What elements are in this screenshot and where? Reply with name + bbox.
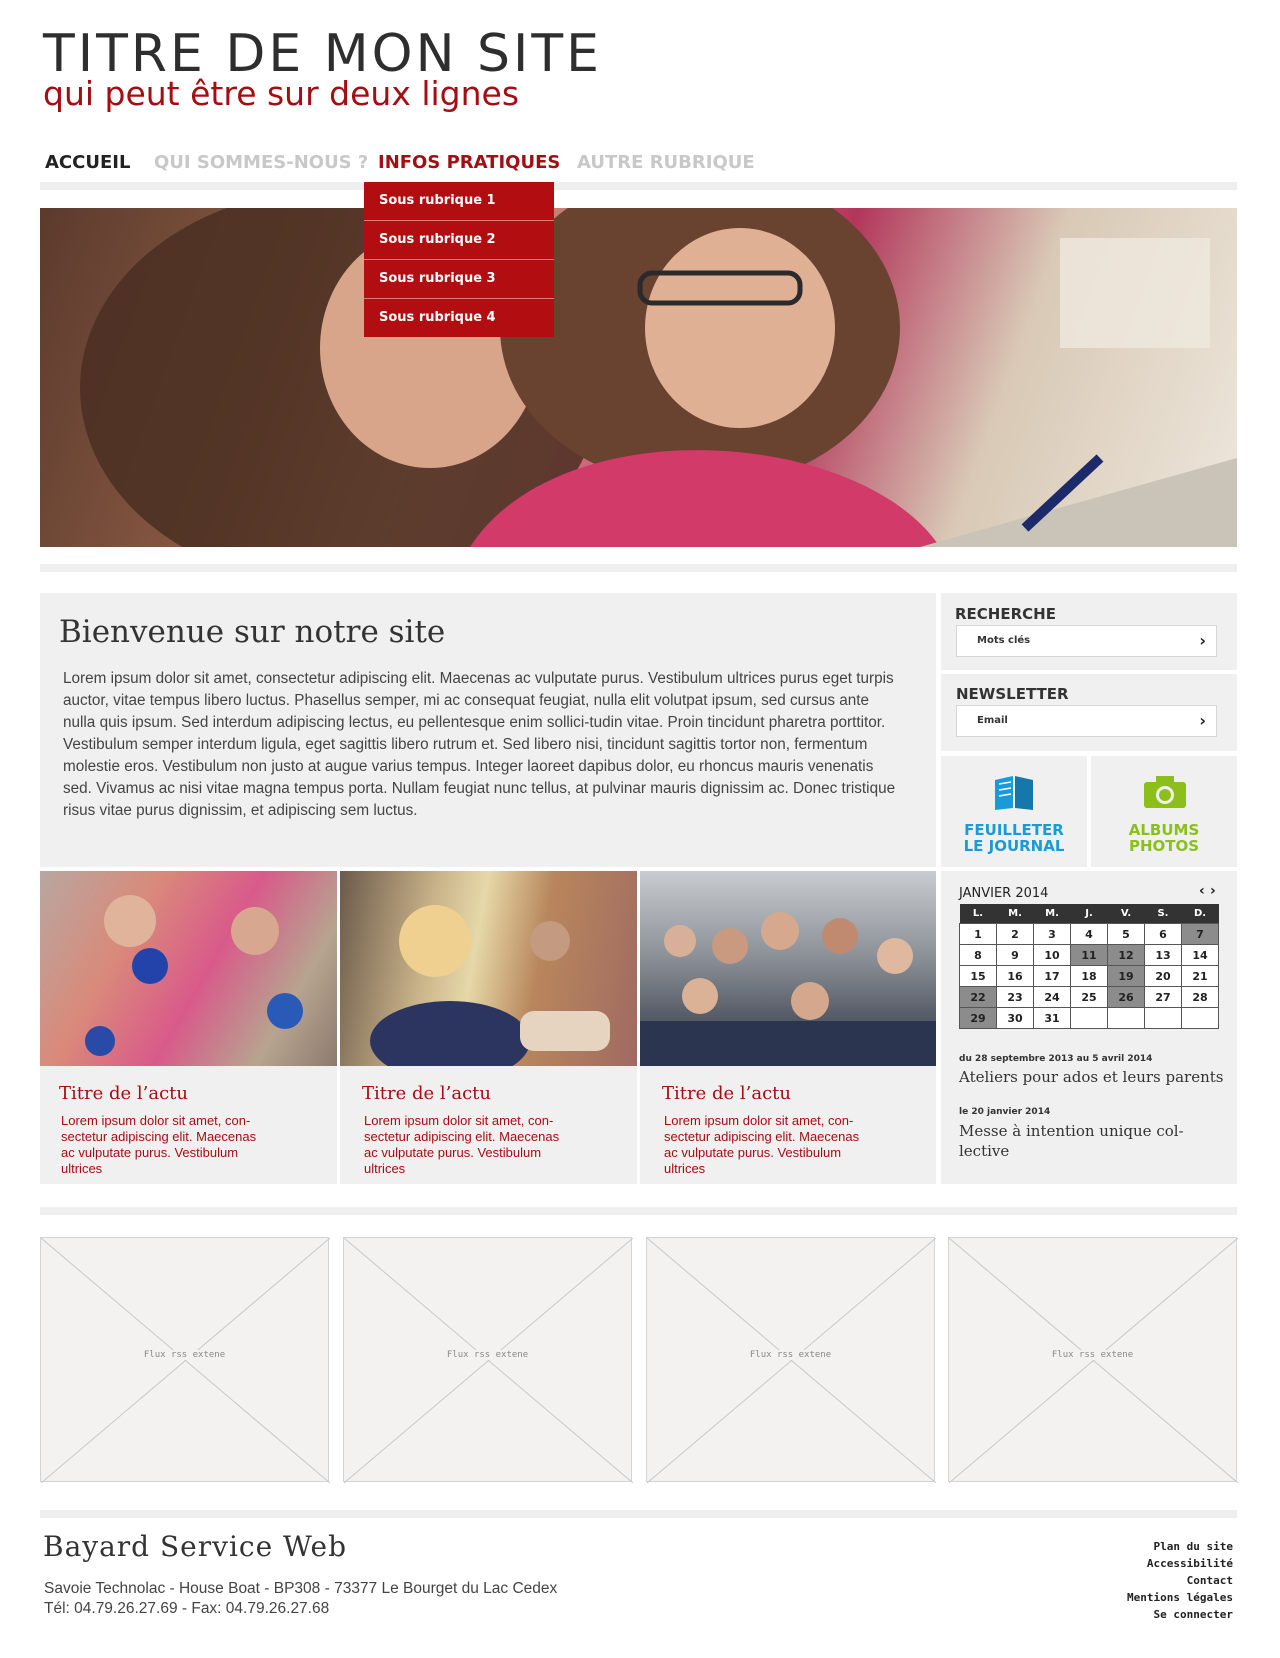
calendar-day [1182,1008,1219,1029]
calendar-day[interactable]: 29 [960,1008,997,1029]
calendar-day[interactable]: 9 [997,945,1034,966]
dropdown-item-4[interactable]: Sous rubrique 4 [379,310,496,325]
calendar-week [960,945,1219,966]
chevron-right-icon[interactable]: › [1199,711,1206,730]
calendar-day[interactable]: 14 [1182,945,1219,966]
footer-link-contact[interactable]: Contact [1186,1574,1233,1587]
event-title-1[interactable]: Ateliers pour ados et leurs parents [959,1068,1224,1086]
chevron-left-icon[interactable]: ‹ [1199,883,1205,899]
news-text-3: Lorem ipsum dolor sit amet, con-sectetur adipiscing elit. Maecenas ac vulputate purus. Vestibulum ultrices [664,1113,860,1176]
nav-item-autre-rubrique[interactable]: AUTRE RUBRIQUE [577,152,755,173]
image-placeholder-icon [344,1238,633,1483]
email-placeholder: Email [977,715,1008,726]
calendar-day [1108,1008,1145,1029]
calendar-day[interactable]: 28 [1182,987,1219,1008]
calendar-week [960,1008,1219,1029]
calendar-day[interactable]: 12 [1108,945,1145,966]
calendar-day[interactable]: 18 [1071,966,1108,987]
footer-links [1127,1538,1233,1623]
news-title-3[interactable]: Titre de l’actu [662,1083,791,1104]
footer-link-accessibilite[interactable]: Accessibilité [1146,1557,1233,1570]
news-title-1[interactable]: Titre de l’actu [59,1083,188,1104]
newsletter-heading: NEWSLETTER [956,685,1069,703]
news-card-2[interactable] [340,871,637,1184]
calendar-day[interactable]: 4 [1071,924,1108,945]
calendar-grid [959,904,1219,1029]
rss-feed-2[interactable] [343,1237,632,1482]
image-placeholder-icon [41,1238,330,1483]
news-image-2 [340,871,637,1066]
nav-item-infos-pratiques[interactable]: INFOS PRATIQUES [378,152,561,173]
calendar-day-header: D. [1182,904,1219,924]
calendar-day[interactable]: 3 [1034,924,1071,945]
nav-item-qui-sommes-nous[interactable]: QUI SOMMES-NOUS ? [154,152,369,173]
footer-link-connecter[interactable]: Se connecter [1153,1608,1233,1621]
search-panel [941,593,1237,670]
calendar-day[interactable]: 8 [960,945,997,966]
albums-button[interactable] [1091,756,1237,867]
calendar-day[interactable]: 13 [1145,945,1182,966]
event-date-1: du 28 septembre 2013 au 5 avril 2014 [959,1054,1153,1064]
footer-phone: Tél: 04.79.26.27.69 - Fax: 04.79.26.27.68 [44,1600,330,1617]
hero-image [40,208,1237,547]
section-divider [40,1207,1237,1215]
calendar-panel [941,871,1237,1184]
news-text-2: Lorem ipsum dolor sit amet, con-sectetur adipiscing elit. Maecenas ac vulputate purus. Vestibulum ultrices [364,1113,560,1176]
footer-link-plan[interactable]: Plan du site [1153,1540,1233,1553]
footer-divider [40,1510,1237,1518]
book-icon [991,772,1037,812]
calendar-day[interactable]: 2 [997,924,1034,945]
calendar-day-header: S. [1145,904,1182,924]
journal-button[interactable] [941,756,1087,867]
nav-divider [40,182,1237,190]
calendar-day [1071,1008,1108,1029]
footer-link-mentions[interactable]: Mentions légales [1127,1591,1233,1604]
calendar-week [960,924,1219,945]
welcome-title: Bienvenue sur notre site [59,614,446,650]
image-placeholder-icon [647,1238,936,1483]
site-subtitle: qui peut être sur deux lignes [43,74,520,113]
dropdown-item-2[interactable]: Sous rubrique 2 [364,221,554,260]
calendar-day-header: V. [1108,904,1145,924]
calendar-day[interactable]: 7 [1182,924,1219,945]
search-placeholder: Mots clés [977,635,1031,646]
rss-feed-4[interactable] [948,1237,1237,1482]
search-heading: RECHERCHE [955,605,1056,623]
rss-label-1: Flux rss extene [41,1350,328,1360]
news-title-2[interactable]: Titre de l’actu [362,1083,491,1104]
chevron-right-icon[interactable]: › [1210,883,1216,899]
calendar-day-header: M. [997,904,1034,924]
rss-feed-1[interactable] [40,1237,329,1482]
calendar-day[interactable]: 23 [997,987,1034,1008]
calendar-day[interactable]: 10 [1034,945,1071,966]
hero-divider [40,564,1237,572]
welcome-text: Lorem ipsum dolor sit amet, consectetur adipiscing elit. Maecenas ac vulputate purus. Vestibulum ultrices purus eget turpis auctor, vitae tempus libero luctus. Phasellus semper, mi ac consequat feugiat, nulla elit volutpat ipsum, sed cursus ante nulla quis ipsum. Sed interdum adipiscing lectus, eu pellentesque enim sollici-tudin vitae. Proin tincidunt pharetra porttitor. Vestibulum semper interdum ligula, eget sagittis libero rutrum et. Sed libero nisi, tincidunt sagittis tortor non, fermentum molestie eros. Vestibulum non justo at augue varius tempus. Integer laoreet dapibus dolor, eu rhoncus mauris venenatis sed. Vivamus ac nisi vitae magna tempus porta. Nullam feugiat nunc tellus, at pulvinar mauris dignissim ac. Donec tristique risus vitae purus dignissim, et adipiscing sem luctus. [63,670,896,819]
calendar-day[interactable]: 19 [1108,966,1145,987]
calendar-day[interactable]: 21 [1182,966,1219,987]
dropdown-item-3[interactable]: Sous rubrique 3 [364,260,554,299]
event-date-2: le 20 janvier 2014 [959,1107,1051,1117]
calendar-day[interactable]: 25 [1071,987,1108,1008]
journal-label: FEUILLETER LE JOURNAL [963,821,1065,855]
calendar-day[interactable]: 6 [1145,924,1182,945]
news-image-1 [40,871,337,1066]
calendar-day[interactable]: 17 [1034,966,1071,987]
calendar-day[interactable]: 16 [997,966,1034,987]
calendar-day[interactable]: 20 [1145,966,1182,987]
email-field[interactable] [956,705,1217,737]
nav-item-accueil[interactable]: ACCUEIL [45,152,131,173]
calendar-day[interactable]: 27 [1145,987,1182,1008]
calendar-day[interactable]: 1 [960,924,997,945]
calendar-week [960,987,1219,1008]
chevron-right-icon[interactable]: › [1199,631,1206,650]
rss-label-2: Flux rss extene [344,1350,631,1360]
camera-icon [1142,774,1188,810]
search-input[interactable] [956,625,1217,657]
calendar-day-header: J. [1071,904,1108,924]
nav-dropdown-infos-pratiques [364,182,554,337]
calendar-day[interactable]: 30 [997,1008,1034,1029]
newsletter-panel [941,674,1237,751]
calendar-day[interactable]: 26 [1108,987,1145,1008]
calendar-day-header: M. [1034,904,1071,924]
news-image-3 [640,871,936,1066]
rss-feed-3[interactable] [646,1237,935,1482]
image-placeholder-icon [949,1238,1238,1483]
dropdown-item-1[interactable]: Sous rubrique 1 [364,182,554,221]
footer-title: Bayard Service Web [43,1530,348,1563]
calendar-day[interactable]: 22 [960,987,997,1008]
albums-label: ALBUMS PHOTOS [1128,821,1200,855]
news-card-1[interactable] [40,871,337,1184]
calendar-day[interactable]: 11 [1071,945,1108,966]
calendar-day[interactable]: 5 [1108,924,1145,945]
rss-label-3: Flux rss extene [647,1350,934,1360]
calendar-day [1145,1008,1182,1029]
calendar-week [960,966,1219,987]
calendar-day[interactable]: 24 [1034,987,1071,1008]
footer-address: Savoie Technolac - House Boat - BP308 - 73377 Le Bourget du Lac Cedex [44,1580,558,1597]
rss-label-4: Flux rss extene [949,1350,1236,1360]
calendar-month: JANVIER 2014 [959,886,1049,901]
event-title-2[interactable]: Messe à intention unique col-lective [959,1122,1184,1160]
calendar-day-header: L. [960,904,997,924]
news-card-3[interactable] [640,871,936,1184]
news-text-1: Lorem ipsum dolor sit amet, con-sectetur adipiscing elit. Maecenas ac vulputate purus. Vestibulum ultrices [61,1113,257,1176]
site-title: TITRE DE MON SITE [43,24,602,84]
calendar-day[interactable]: 31 [1034,1008,1071,1029]
calendar-day[interactable]: 15 [960,966,997,987]
